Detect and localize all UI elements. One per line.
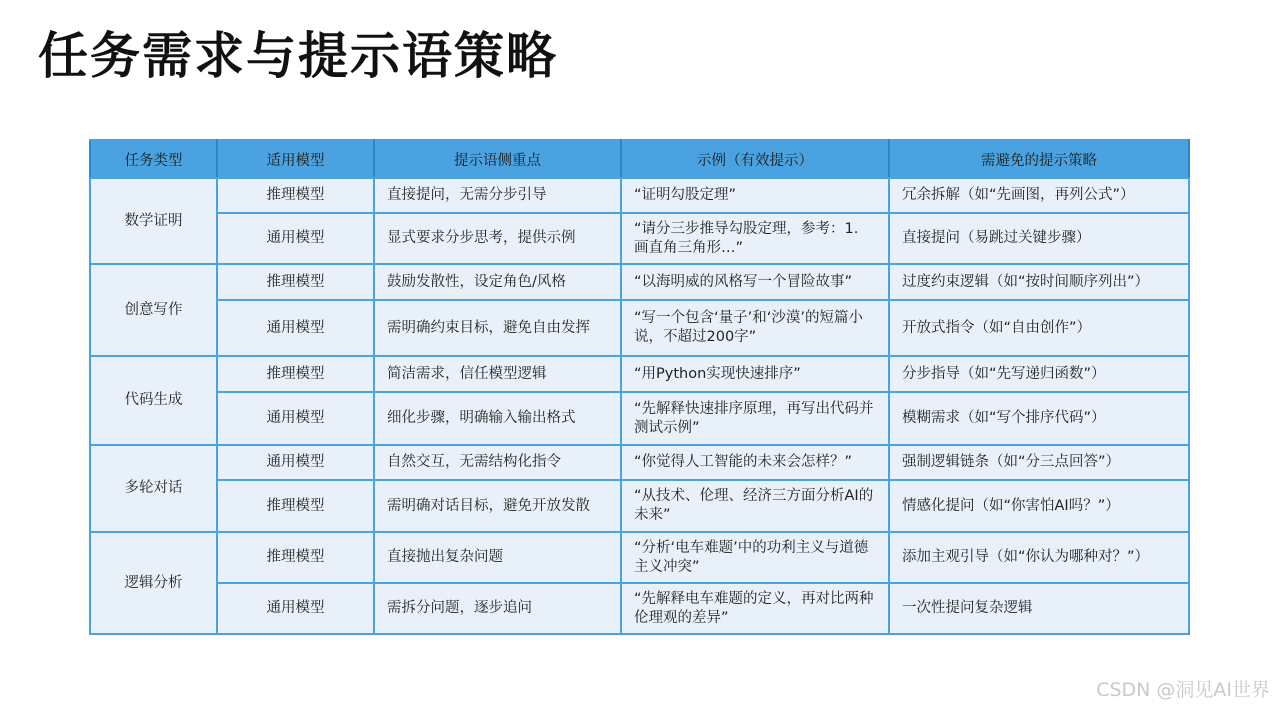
model-cell: 通用模型	[217, 583, 374, 634]
focus-cell: 显式要求分步思考，提供示例	[374, 213, 621, 264]
table-row	[90, 445, 1189, 480]
focus-cell: 直接抛出复杂问题	[374, 532, 621, 583]
focus-cell: 细化步骤，明确输入输出格式	[374, 392, 621, 445]
model-cell: 通用模型	[217, 300, 374, 356]
example-cell: “从技术、伦理、经济三方面分析AI的未来”	[621, 480, 889, 532]
model-cell: 通用模型	[217, 392, 374, 445]
model-cell: 推理模型	[217, 480, 374, 532]
focus-cell: 直接提问，无需分步引导	[374, 178, 621, 213]
header-avoid: 需避免的提示策略	[889, 140, 1189, 178]
header-example: 示例（有效提示）	[621, 140, 889, 178]
table-row	[90, 356, 1189, 392]
table-row	[90, 583, 1189, 634]
avoid-cell: 一次性提问复杂逻辑	[889, 583, 1189, 634]
focus-cell: 鼓励发散性，设定角色/风格	[374, 264, 621, 300]
task-type-cell: 数学证明	[90, 178, 217, 264]
avoid-cell: 开放式指令（如“自由创作”）	[889, 300, 1189, 356]
model-cell: 推理模型	[217, 264, 374, 300]
example-cell: “先解释电车难题的定义，再对比两种伦理观的差异”	[621, 583, 889, 634]
task-type-cell: 多轮对话	[90, 445, 217, 532]
example-cell: “先解释快速排序原理，再写出代码并测试示例”	[621, 392, 889, 445]
avoid-cell: 分步指导（如“先写递归函数”）	[889, 356, 1189, 392]
avoid-cell: 过度约束逻辑（如“按时间顺序列出”）	[889, 264, 1189, 300]
avoid-cell: 情感化提问（如“你害怕AI吗？”）	[889, 480, 1189, 532]
avoid-cell: 模糊需求（如“写个排序代码”）	[889, 392, 1189, 445]
header-model: 适用模型	[217, 140, 374, 178]
task-type-cell: 代码生成	[90, 356, 217, 445]
example-cell: “证明勾股定理”	[621, 178, 889, 213]
focus-cell: 需拆分问题，逐步追问	[374, 583, 621, 634]
task-type-cell: 创意写作	[90, 264, 217, 356]
task-type-cell: 逻辑分析	[90, 532, 217, 634]
table-row	[90, 300, 1189, 356]
avoid-cell: 添加主观引导（如“你认为哪种对？”）	[889, 532, 1189, 583]
table-row	[90, 264, 1189, 300]
table-row	[90, 480, 1189, 532]
strategy-table	[89, 139, 1190, 635]
example-cell: “你觉得人工智能的未来会怎样？”	[621, 445, 889, 480]
header-task-type: 任务类型	[90, 140, 217, 178]
focus-cell: 自然交互，无需结构化指令	[374, 445, 621, 480]
example-cell: “分析‘电车难题’中的功利主义与道德主义冲突”	[621, 532, 889, 583]
model-cell: 推理模型	[217, 532, 374, 583]
example-cell: “请分三步推导勾股定理，参考：1. 画直角三角形…”	[621, 213, 889, 264]
model-cell: 通用模型	[217, 213, 374, 264]
table-header-row	[90, 140, 1189, 178]
model-cell: 推理模型	[217, 178, 374, 213]
example-cell: “以海明威的风格写一个冒险故事”	[621, 264, 889, 300]
example-cell: “写一个包含‘量子’和‘沙漠’的短篇小说，不超过200字”	[621, 300, 889, 356]
model-cell: 推理模型	[217, 356, 374, 392]
avoid-cell: 直接提问（易跳过关键步骤）	[889, 213, 1189, 264]
watermark-text: CSDN @洞见AI世界	[1096, 679, 1270, 701]
header-focus: 提示语侧重点	[374, 140, 621, 178]
table-row	[90, 178, 1189, 213]
focus-cell: 需明确对话目标，避免开放发散	[374, 480, 621, 532]
example-cell: “用Python实现快速排序”	[621, 356, 889, 392]
avoid-cell: 强制逻辑链条（如“分三点回答”）	[889, 445, 1189, 480]
table-row	[90, 392, 1189, 445]
page-title: 任务需求与提示语策略	[38, 27, 558, 85]
focus-cell: 需明确约束目标，避免自由发挥	[374, 300, 621, 356]
avoid-cell: 冗余拆解（如“先画图，再列公式”）	[889, 178, 1189, 213]
model-cell: 通用模型	[217, 445, 374, 480]
table-row	[90, 213, 1189, 264]
focus-cell: 简洁需求，信任模型逻辑	[374, 356, 621, 392]
table-row	[90, 532, 1189, 583]
